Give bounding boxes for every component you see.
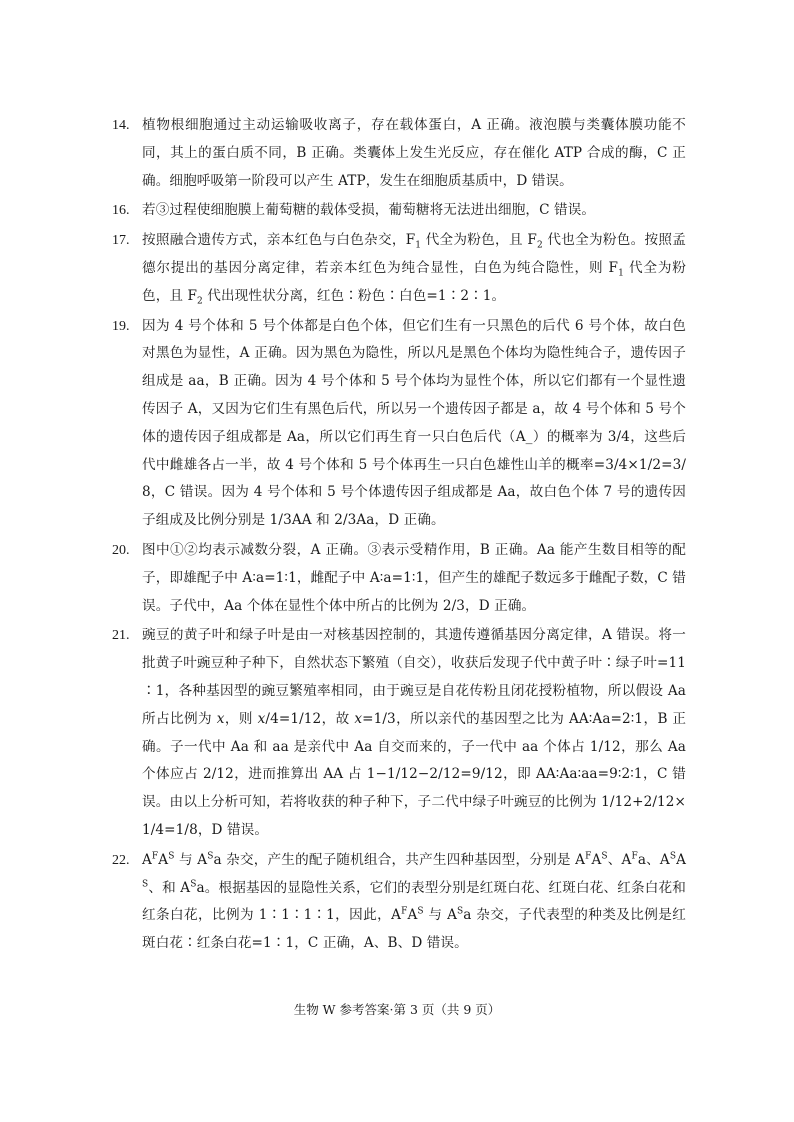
text-run: a、A bbox=[637, 851, 670, 868]
superscript: S bbox=[142, 878, 149, 889]
answer-item bbox=[112, 537, 686, 620]
text-run: 若③过程使细胞膜上葡萄糖的载体受损，葡萄糖将无法进出细胞，C 错误。 bbox=[142, 202, 596, 219]
italic-variable: x bbox=[354, 710, 363, 727]
answer-number: 22. bbox=[112, 852, 130, 868]
answer-number: 16. bbox=[112, 203, 130, 219]
text-run: A bbox=[591, 851, 602, 868]
text-run: 代出现性状分离，红色∶粉色∶白色=1∶2∶1。 bbox=[202, 287, 506, 304]
answer-number: 19. bbox=[112, 318, 130, 334]
answer-text bbox=[142, 537, 686, 620]
text-run: a。根据基因的显隐性关系，它们的表型分别是红斑白花、红斑白花、红条白花和红条白花，比例为 1∶1∶1∶1，因此，A bbox=[142, 879, 687, 924]
text-run: 代全为粉色，且 F bbox=[142, 259, 687, 304]
superscript: S bbox=[457, 906, 464, 917]
text-run: 、A bbox=[607, 851, 632, 868]
answer-text bbox=[142, 112, 686, 195]
answer-text bbox=[142, 622, 686, 844]
text-run: 图中①②均表示减数分裂，A 正确。③表示受精作用，B 正确。Aa 能产生数目相等的配子，即雄配子中 A∶a=1∶1，雌配子中 A∶a=1∶1，但产生的雄配子数远多于雌配子数，C 错误。子代中，Aa 个体在显性个体中所占的比例为 2/3，D 正确。 bbox=[142, 541, 686, 614]
answer-number: 17. bbox=[112, 233, 130, 249]
superscript: S bbox=[417, 906, 424, 917]
superscript: F bbox=[401, 906, 408, 917]
superscript: S bbox=[168, 851, 175, 862]
answer-text bbox=[142, 227, 686, 310]
text-run: 因为 4 号个体和 5 号个体都是白色个体，但它们生有一只黑色的后代 6 号个体，故白色对黑色为显性，A 正确。因为黑色为隐性，所以凡是黑色个体均为隐性纯合子，遗传因子组成是 aa，B 正确。因为 4 号个体和 5 号个体均为显性个体，所以它们都有一个显性遗传因子 A，又因为它们生有黑色后代，所以另一个遗传因子都是 a，故 4 号个体和 5 号个体的遗传因子组成都是 Aa，所以它们再生育一只白色后代（A_）的概率为 3/4，这些后代中雌雄各占一半，故 4 号个体和 5 号个体再生一只白色雄性山羊的概率=3/4×1/2=3/8，C 错误。因为 4 号个体和 5 号个体遗传因子组成都是 Aa，故白色个体 7 号的遗传因子组成及比例分别是 1/3AA 和 2/3Aa，D 正确。 bbox=[142, 317, 686, 529]
text-run: A bbox=[676, 851, 686, 868]
answer-item bbox=[112, 227, 686, 310]
answer-number: 21. bbox=[112, 628, 130, 644]
text-run: ，则 bbox=[224, 710, 258, 727]
text-run: 植物根细胞通过主动运输吸收离子，存在载体蛋白，A 正确。液泡膜与类囊体膜功能不同，其上的蛋白质不同，B 正确。类囊体上发生光反应，存在催化 ATP 合成的酶，C 正确。细胞呼吸第一阶段可以产生 ATP，发生在细胞质基质中，D 错误。 bbox=[142, 117, 686, 189]
superscript: S bbox=[207, 851, 214, 862]
subscript: 2 bbox=[536, 240, 543, 251]
text-run: 、和 A bbox=[148, 879, 191, 896]
answer-text bbox=[142, 847, 686, 958]
answer-text bbox=[142, 197, 686, 225]
superscript: F bbox=[631, 851, 638, 862]
text-run: 按照融合遗传方式，亲本红色与白色杂交，F bbox=[142, 232, 416, 249]
text-run: A bbox=[142, 851, 152, 868]
subscript: 1 bbox=[415, 240, 422, 251]
italic-variable: x bbox=[257, 710, 266, 727]
text-run: 代也全为粉色。按照孟德尔提出的基因分离定律，若亲本红色为纯合显性，白色为纯合隐性，则 F bbox=[142, 232, 687, 276]
text-run: a 杂交，子代表型的种类及比例是红斑白花∶红条白花=1∶1，C 正确，A、B、D 错误。 bbox=[142, 907, 686, 952]
text-run: a 杂交，产生的配子随机组合，共产生四种基因型，分别是 A bbox=[213, 851, 586, 868]
superscript: S bbox=[190, 878, 197, 889]
text-run: A bbox=[158, 851, 169, 868]
subscript: 1 bbox=[618, 268, 624, 279]
text-run: 与 A bbox=[174, 851, 208, 868]
subscript: 2 bbox=[197, 296, 203, 307]
italic-variable: x bbox=[216, 710, 225, 727]
text-run: 豌豆的黄子叶和绿子叶是由一对核基因控制的，其遗传遵循基因分离定律，A 错误。将一批黄子叶豌豆种子种下，自然状态下繁殖（自交），收获后发现子代中黄子叶∶绿子叶=11∶1，各种基因型的豌豆繁殖率相同，由于豌豆是自花传粉且闭花授粉植物，所以假设 Aa 所占比例为 bbox=[142, 627, 686, 727]
text-run: 与 A bbox=[423, 907, 458, 924]
superscript: S bbox=[669, 851, 677, 862]
superscript: S bbox=[601, 851, 608, 862]
answer-text bbox=[142, 313, 686, 535]
answer-number: 20. bbox=[112, 542, 130, 558]
page-footer: 生物 W 参考答案·第 3 页（共 9 页） bbox=[293, 1002, 501, 1017]
answer-number: 14. bbox=[112, 118, 130, 133]
superscript: F bbox=[151, 851, 159, 862]
text-run: 代全为粉色，且 F bbox=[421, 232, 537, 249]
answer-item bbox=[112, 112, 686, 195]
superscript: F bbox=[585, 851, 592, 862]
answer-list bbox=[112, 112, 686, 960]
text-run: A bbox=[407, 907, 418, 924]
answer-item bbox=[112, 622, 686, 844]
text-run: =1/3，所以亲代的基因型之比为 AA∶Aa=2∶1，B 正确。子一代中 Aa 和 aa 是亲代中 Aa 自交而来的，子一代中 aa 个体占 1/12，那么 Aa 个体应占 2/12，进而推算出 AA 占 1−1/12−2/12=9/12，即 AA∶Aa∶aa=9∶2∶1，C 错误。由以上分析可知，若将收获的种子种下，子二代中绿子叶豌豆的比例为 1/12+2/12×1/4=1/8，D 错误。 bbox=[142, 710, 687, 838]
answer-item bbox=[112, 197, 686, 225]
answer-item bbox=[112, 847, 686, 958]
answer-item bbox=[112, 313, 686, 535]
text-run: /4=1/12，故 bbox=[265, 710, 355, 727]
